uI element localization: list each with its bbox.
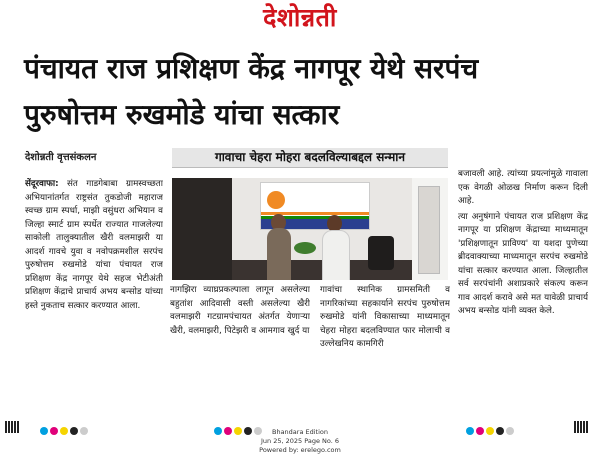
news-photo bbox=[172, 178, 448, 280]
registration-bar bbox=[574, 421, 576, 433]
emblem-icon bbox=[267, 191, 285, 209]
registration-dots bbox=[40, 420, 90, 428]
edition-label: Bhandara Edition bbox=[271, 428, 328, 436]
registration-dot bbox=[486, 427, 494, 435]
article-paragraph: बजावली आहे. त्यांच्या प्रयत्नांमुळे गावाला एक वेगळी ओळख निर्माण करून दिली आहे. bbox=[458, 169, 588, 206]
article-paragraph: त्या अनुषंगाने पंचायत राज प्रशिक्षण केंद्र नागपूर या प्रशिक्षण केंद्राच्या माध्यमातून 'प्रशिक्षणातून प्राविण्य' या यशदा पुणेच्या ब्रीदवाक्याच्या माध्यमातून सरपंच रुखमोडे यांचा सत्कार करण्यात आला. जिल्हातील सर्व सरपंचांनी अशाप्रकारे संकल्प करून गाव आदर्श करावे असे मत यावेळी प्राचार्य अभय बन्सोड यांनी व्यक्त केले. bbox=[458, 211, 588, 316]
article-text: संत गाडगेबाबा ग्रामस्वच्छता अभियानांतर्गत राष्ट्रसंत तुकडोजी महाराज स्वच्छ ग्राम स्पर्धा, माझी वसुंधरा अभियान व जिल्हा स्मार्ट ग्राम स्पर्धेत राज्यात गाजलेल्या साकोली तालुक्यातील खैरी वलमाझरी या आदर्श गावचे युवा व नवोपक्रमशील सरपंच पुरुषोत्तम रुखमोडे यांचा पंचायत राज प्रशिक्षण केंद्र नागपूर येथे सहज भेटीअंती प्रशिक्षण केंद्राचे प्राचार्य अभय बन्सोड यांच्या हस्ते नुकताच सत्कार करण्यात आला. bbox=[25, 179, 163, 311]
photo-chair bbox=[368, 236, 394, 270]
registration-dot bbox=[50, 427, 58, 435]
byline: देशोन्नती वृत्तसंकलन bbox=[25, 152, 97, 163]
registration-dot bbox=[60, 427, 68, 435]
article-column-2: नागझिरा व्याघ्रप्रकल्पाला लागून असलेल्या बहुतांश आदिवासी वस्ती असलेल्या खैरी वलमाझरी गटग्रामपंचायत अंतर्गत येणाऱ्या खैरी, वलमाझरी, पिटेझरी व आमगाव खुर्द या bbox=[170, 285, 310, 336]
registration-dot bbox=[506, 427, 514, 435]
registration-dot bbox=[496, 427, 504, 435]
registration-bar bbox=[17, 421, 19, 433]
registration-dot bbox=[466, 427, 474, 435]
registration-bar bbox=[5, 421, 7, 433]
registration-bar bbox=[577, 421, 579, 433]
registration-bars bbox=[5, 418, 35, 430]
registration-bar bbox=[583, 421, 585, 433]
plant-gift bbox=[294, 242, 316, 254]
registration-bars bbox=[574, 418, 600, 430]
registration-dot bbox=[40, 427, 48, 435]
page-footer bbox=[200, 428, 400, 455]
date-page-label: Jun 25, 2025 Page No. 6 bbox=[260, 437, 340, 445]
article-column-4 bbox=[458, 168, 588, 408]
registration-dots bbox=[214, 420, 264, 428]
article-column-1 bbox=[25, 178, 163, 390]
photo-door bbox=[418, 186, 440, 274]
registration-bar bbox=[586, 421, 588, 433]
registration-bar bbox=[8, 421, 10, 433]
registration-dot bbox=[80, 427, 88, 435]
powered-by-label: Powered by: erelego.com bbox=[259, 446, 341, 454]
registration-dot bbox=[70, 427, 78, 435]
registration-bar bbox=[580, 421, 582, 433]
subheadline: गावाचा चेहरा मोहरा बदलविल्याबद्दल सन्मान bbox=[172, 148, 448, 168]
photo-wall bbox=[172, 178, 232, 280]
person-figure bbox=[267, 228, 291, 280]
registration-bar bbox=[11, 421, 13, 433]
headline-line-2: पुरुषोत्तम रुखमोडे यांचा सत्कार bbox=[24, 98, 340, 131]
registration-dot bbox=[476, 427, 484, 435]
registration-bar bbox=[14, 421, 16, 433]
article-dateline: सेंदूरवाफा: bbox=[25, 179, 59, 189]
headline-line-1: पंचायत राज प्रशिक्षण केंद्र नागपूर येथे सरपंच bbox=[24, 52, 479, 85]
newspaper-masthead: देशोन्नती bbox=[263, 3, 337, 32]
person-figure bbox=[322, 230, 350, 280]
registration-dots bbox=[466, 420, 516, 428]
article-column-3: गावांचा स्थानिक ग्रामसमिती व नागरिकांच्या सहकार्याने सरपंच पुरुषोत्तम रुखमोडे यांनी विकासाच्या माध्यमातून चेहरा मोहरा बदलविण्यात फार मोलाची व उल्लेखनिय कामगिरी bbox=[320, 285, 450, 349]
